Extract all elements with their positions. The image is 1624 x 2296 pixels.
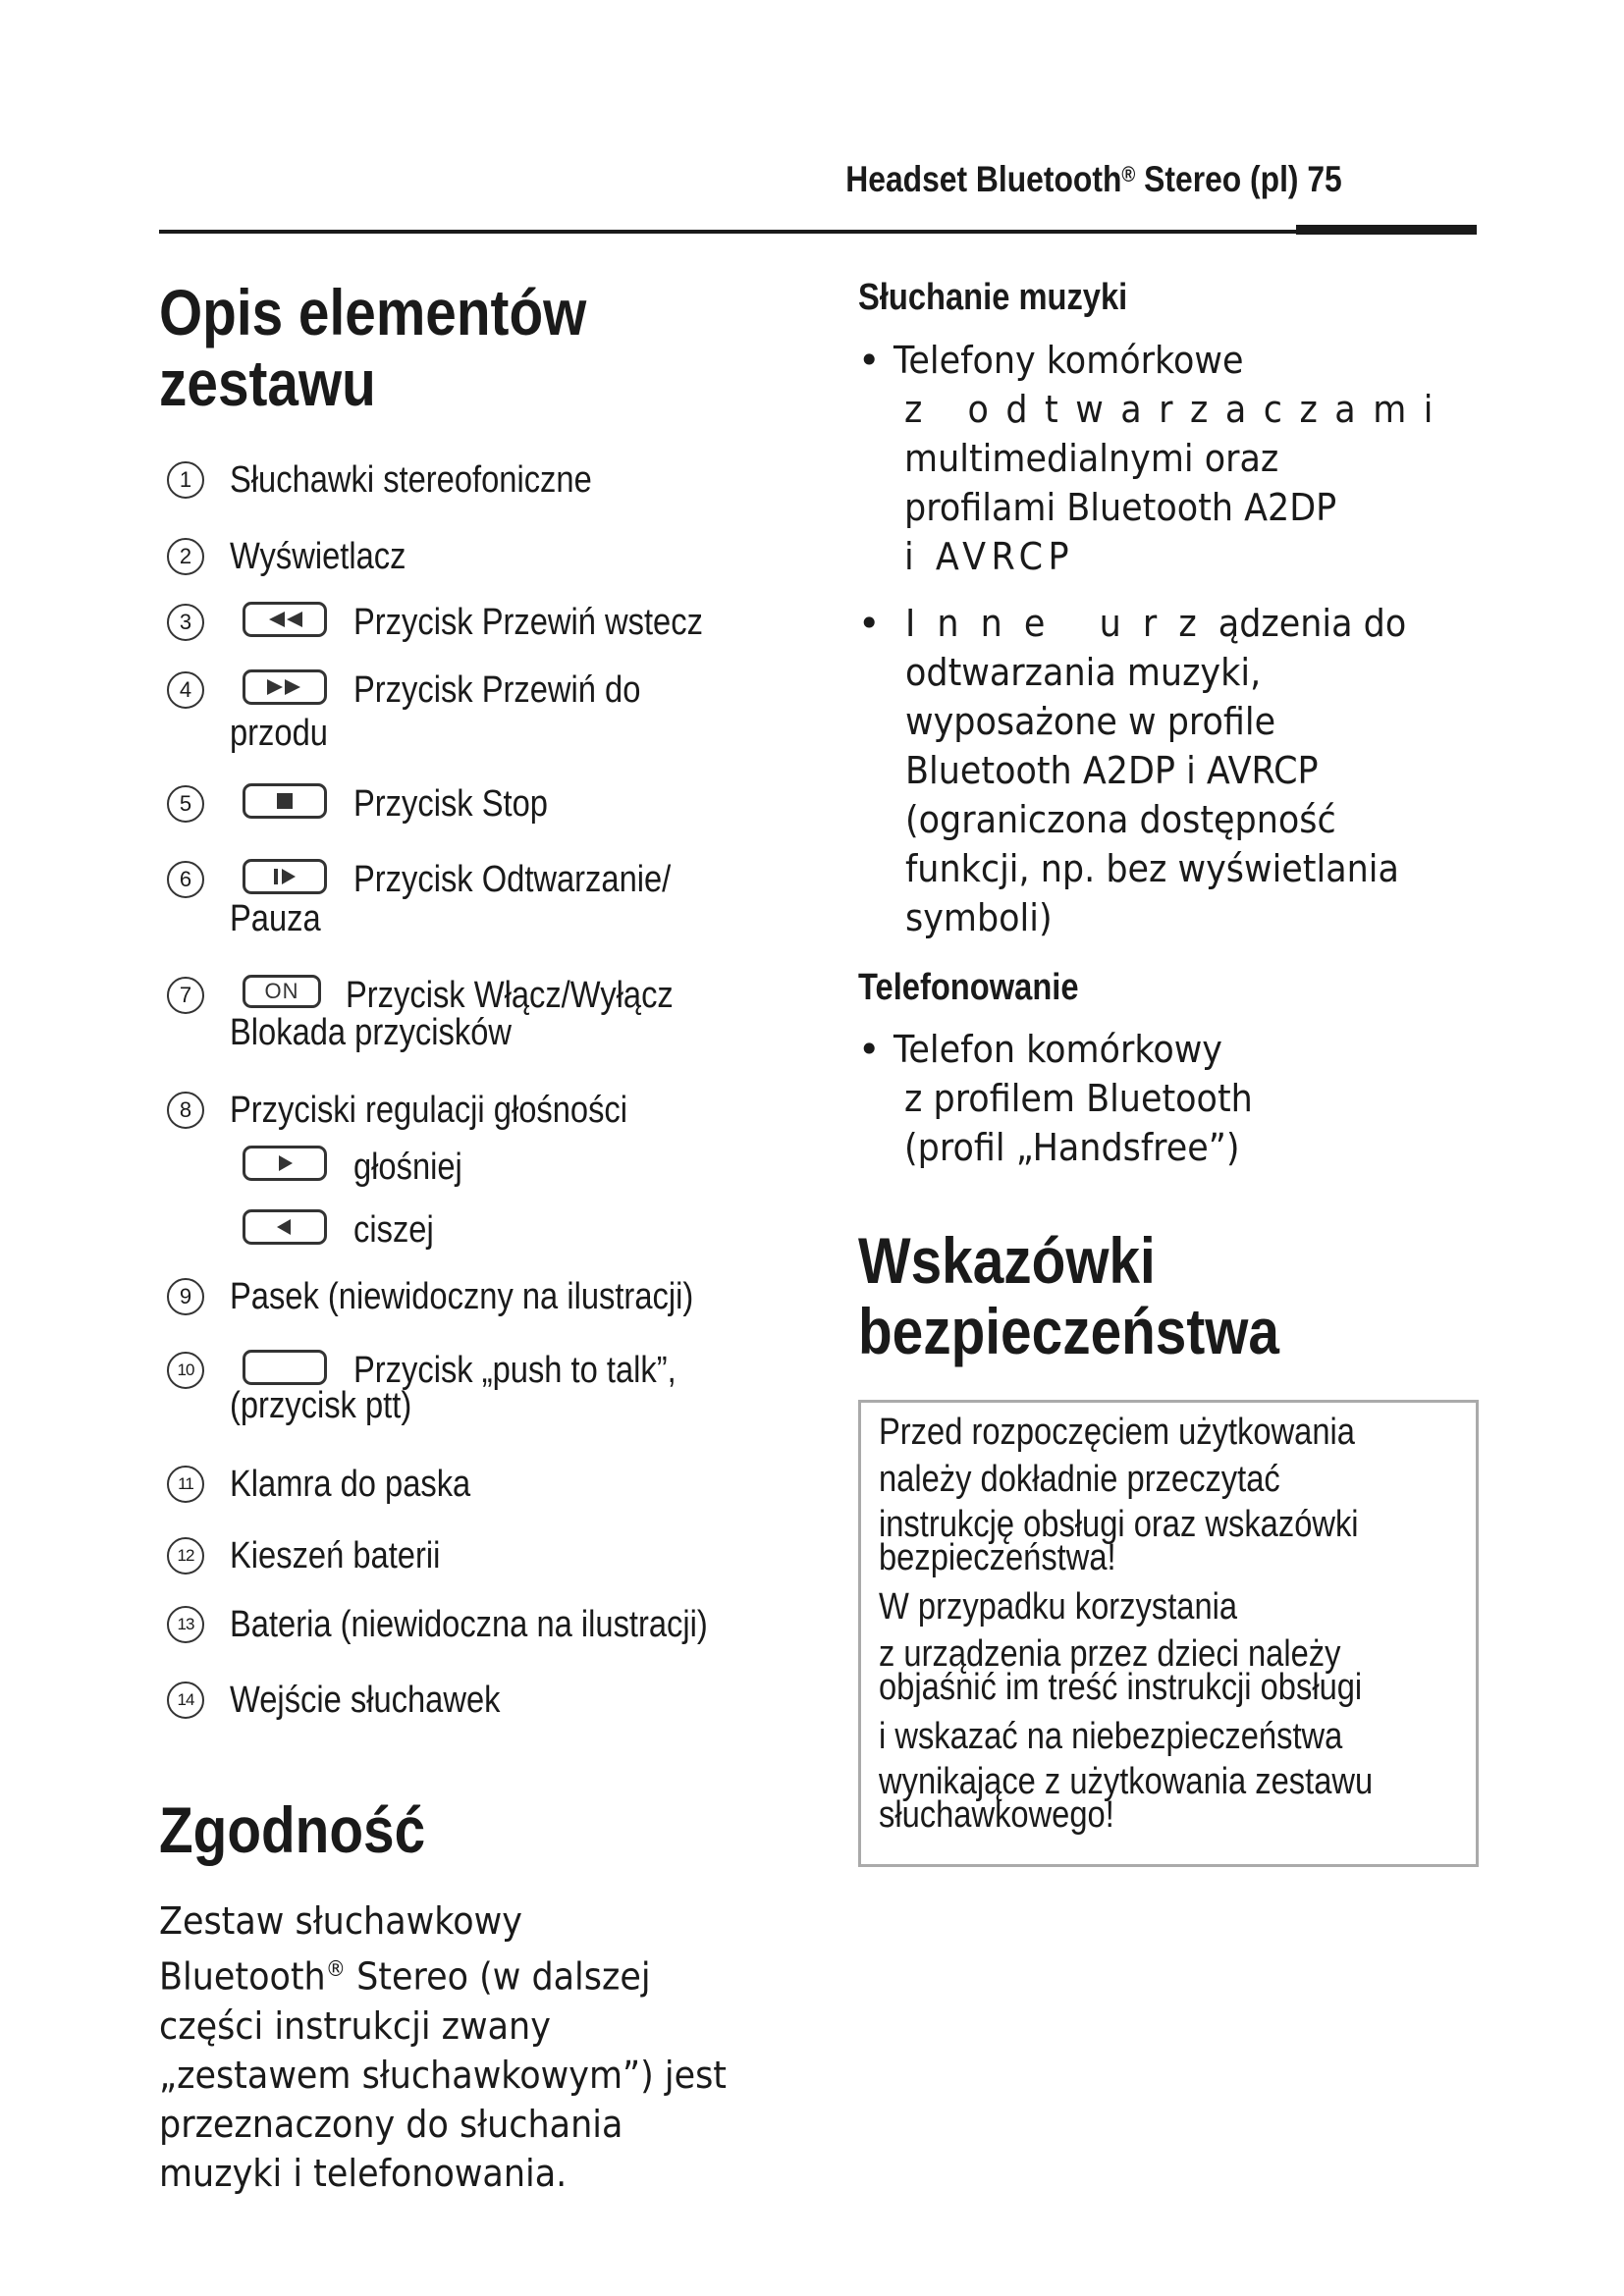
header-suffix: Stereo (pl) 75 (1135, 159, 1342, 199)
item-number: 1 (167, 461, 204, 499)
zgodnosc-line: Zestaw słuchawkowy (159, 1899, 522, 1943)
volume-up-icon (275, 1153, 295, 1173)
rewind-key (243, 602, 327, 637)
volume-down-icon (275, 1217, 295, 1237)
header-rule-tab (1296, 225, 1477, 235)
item-number: 6 (167, 861, 204, 898)
item-text: Przyciski regulacji głośności (230, 1090, 628, 1131)
item-text-continued: przodu (230, 713, 328, 754)
play-pause-icon (270, 867, 299, 886)
item-text: Bateria (niewidoczna na ilustracji) (230, 1604, 708, 1645)
bullet-line: Bluetooth A2DP i AVRCP (905, 749, 1319, 792)
safety-line: instrukcję obsługi oraz wskazówki (879, 1504, 1359, 1545)
push-to-talk-key (243, 1350, 327, 1385)
item-text: Przycisk Przewiń do (353, 669, 641, 711)
volume-down-key (243, 1209, 327, 1245)
header-registered-mark: ® (1121, 162, 1136, 187)
section-title-wskazowki-line2: bezpieczeństwa (858, 1295, 1280, 1367)
section-title-opis (159, 277, 586, 418)
item-text-continued: (przycisk ptt) (230, 1385, 412, 1426)
bullet-line: Telefony komórkowe (893, 339, 1244, 382)
section-title-opis-line1: Opis elementów (159, 276, 587, 348)
item-text: Pasek (niewidoczny na ilustracji) (230, 1276, 694, 1317)
zgodnosc-line: Stereo (w dalszej (345, 1954, 651, 1999)
safety-line: bezpieczeństwa! (879, 1537, 1116, 1578)
subheading-music: Słuchanie muzyki (858, 277, 1128, 318)
item-text: Słuchawki stereofoniczne (230, 459, 592, 501)
item-text: Przycisk Przewiń wstecz (353, 602, 703, 643)
item-number: 14 (167, 1682, 204, 1719)
stop-icon (275, 791, 295, 811)
item-number: 10 (167, 1352, 204, 1389)
safety-notice-box (858, 1400, 1479, 1867)
item-text-continued: Blokada przycisków (230, 1012, 512, 1053)
bullet-line: symboli) (905, 896, 1053, 939)
bullet-line: wyposażone w profile (905, 700, 1276, 743)
zgodnosc-line: przeznaczony do słuchania (159, 2102, 623, 2146)
rewind-icon (263, 610, 306, 629)
item-text: Wyświetlacz (230, 536, 406, 577)
item-text: Przycisk Włącz/Wyłącz (346, 975, 674, 1016)
bullet-dot: • (858, 339, 881, 382)
bullet-line: multimedialnymi oraz (904, 437, 1279, 480)
subheading-phone: Telefonowanie (858, 967, 1079, 1008)
safety-line: należy dokładnie przeczytać (879, 1459, 1280, 1500)
item-text: Wejście słuchawek (230, 1680, 501, 1721)
header-rule (159, 230, 1477, 234)
bullet-line: ądzenia do (1218, 602, 1407, 645)
item-number: 12 (167, 1537, 204, 1575)
bullet-line: Telefon komórkowy (893, 1028, 1222, 1071)
stop-key (243, 783, 327, 819)
item-text: Przycisk Odtwarzanie/ (353, 859, 672, 900)
zgodnosc-line: Bluetooth (159, 1954, 326, 1999)
item-number: 5 (167, 785, 204, 823)
safety-line: objaśnić im treść instrukcji obsługi (879, 1667, 1363, 1708)
running-header (846, 159, 1342, 200)
volume-down-label: ciszej (353, 1209, 434, 1251)
item-number: 13 (167, 1606, 204, 1643)
zgodnosc-paragraph (159, 1896, 737, 2198)
section-title-opis-line2: zestawu (159, 347, 376, 419)
item-number: 7 (167, 977, 204, 1014)
fast-forward-key (243, 669, 327, 705)
bullet-line: z profilem Bluetooth (904, 1077, 1253, 1120)
zgodnosc-line: muzyki i telefonowania. (159, 2151, 568, 2195)
on-key (243, 975, 321, 1008)
registered-mark: ® (325, 1957, 346, 1982)
section-title-zgodnosc: Zgodność (159, 1793, 426, 1866)
safety-line: słuchawkowego! (879, 1794, 1114, 1836)
zgodnosc-line: „zestawem słuchawkowym”) jest (159, 2053, 728, 2097)
play-pause-key (243, 859, 327, 894)
item-number: 8 (167, 1092, 204, 1129)
item-number: 11 (167, 1466, 204, 1503)
item-text: Przycisk Stop (353, 783, 548, 825)
bullet-line: odtwarzania muzyki, (905, 651, 1262, 694)
bullet-line: (profil „Handsfree”) (904, 1126, 1240, 1169)
item-number: 9 (167, 1278, 204, 1315)
bullet-dot: • (858, 1028, 881, 1071)
bullet-line: (ograniczona dostępność (905, 798, 1336, 841)
zgodnosc-line: części instrukcji zwany (159, 2003, 551, 2048)
volume-up-key (243, 1146, 327, 1181)
item-text: Przycisk „push to talk”, (353, 1350, 677, 1391)
item-text-continued: Pauza (230, 898, 321, 939)
safety-line: wynikające z użytkowania zestawu (879, 1761, 1374, 1802)
volume-up-label: głośniej (353, 1147, 462, 1188)
item-number: 4 (167, 671, 204, 709)
on-key-label: ON (264, 979, 299, 1003)
header-prefix: Headset Bluetooth (845, 159, 1122, 199)
safety-line: W przypadku korzystania (879, 1586, 1238, 1628)
item-text: Klamra do paska (230, 1464, 471, 1505)
section-title-wskazowki (858, 1225, 1279, 1366)
item-number: 3 (167, 604, 204, 641)
safety-line: Przed rozpoczęciem użytkowania (879, 1412, 1355, 1453)
bullet-line: profilami Bluetooth A2DP (904, 486, 1337, 529)
bullet-dot: • (858, 602, 881, 645)
fast-forward-icon (263, 677, 306, 697)
bullet-line: z odtwarzaczami (904, 388, 1450, 431)
bullet-line: Inne urz (905, 602, 1218, 645)
item-text: Kieszeń baterii (230, 1535, 441, 1576)
safety-line: z urządzenia przez dzieci należy (879, 1633, 1341, 1675)
bullet-line: funkcji, np. bez wyświetlania (905, 847, 1399, 890)
bullet-line: i AVRCP (904, 535, 1075, 578)
safety-line: i wskazać na niebezpieczeństwa (879, 1716, 1343, 1757)
item-number: 2 (167, 538, 204, 575)
section-title-wskazowki-line1: Wskazówki (858, 1224, 1156, 1297)
